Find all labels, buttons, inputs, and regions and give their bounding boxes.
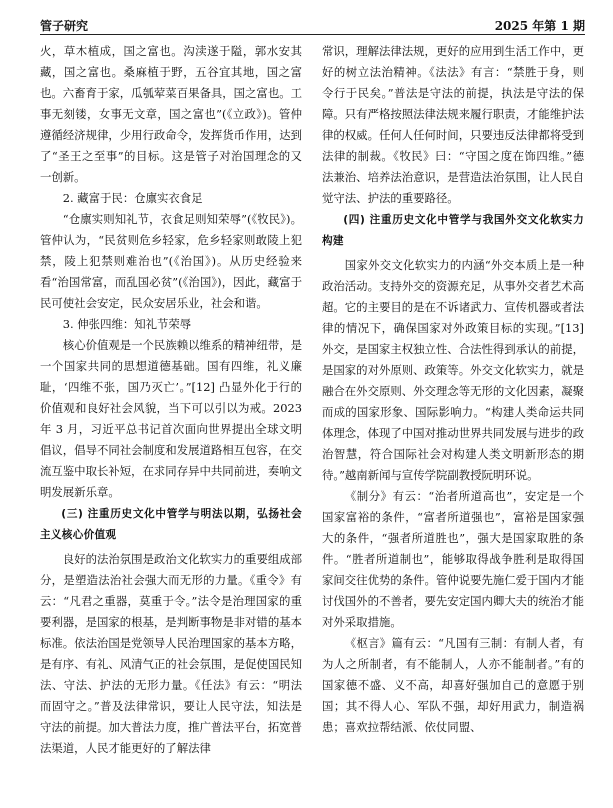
section-heading: (三) 注重历史文化中管学与明法以期，弘扬社会主义核心价值观 — [40, 508, 302, 541]
subsection-heading: 3. 伸张四维：知礼节荣辱 — [62, 317, 192, 331]
paragraph: “仓廪实则知礼节，衣食足则知荣辱”(《牧民》)。管仲认为，“民贫则危乡轻家，危乡轻家则敢陵上犯禁，陵上犯禁则难治也”(《治国》)。从历史经验来看“治国常富，而乱国必贫”(《治国》)，因此，藏富于民可使社会安定，民众安居乐业，社会和谐。 — [40, 212, 302, 310]
paragraph: 国家外交文化软实力的内涵“外交本质上是一种政治活动。支持外交的资源充足，从事外交者艺术高超。它的主要目的是在不诉诸武力、宣传机器或者法律的情况下，确保国家对外政策目标的实现。”[13] 外交，是国家主权独立性、合法性得到承认的前提，是国家的对外原则、政策等。外交文化软实力，就是融合在外交原则、外交理念等无形的文化因素，凝聚而成的国家形象、国际影响力。“构建人类命运共同体理念，体现了中国对推动世界共同发展与进步的政治智慧，符合国际社会对构建人类文明新形态的期待。”越南新闻与宣传学院副教授阮明环说。 — [322, 258, 584, 482]
issue-label: 2025 年第 1 期 — [494, 19, 585, 33]
paragraph: 良好的法治氛围是政治文化软实力的重要组成部分，是塑造法治社会强大而无形的力量。《重令》有云：“凡君之重器，莫重于令。”法令是治理国家的重要利器，是国家的根基，是判断事物是非对错的基本标准。依法治国是党领导人民治理国家的基本方略，是有序、有礼、风清气正的社会氛围，是促使国民知法、守法、护法的无形力量。《任法》有云：“明法而固守之。”普及法律常识，要让人民守法，知法是守法的前提。加大普法力度，推广普法平台，拓宽普法渠道，人民才能更好的了解法律 — [40, 552, 303, 755]
journal-title: 管子研究 — [40, 19, 89, 33]
section-heading: (四) 注重历史文化中管学与我国外交文化软实力构建 — [322, 214, 584, 247]
left-column — [40, 41, 302, 759]
subsection-heading: 2. 藏富于民：仓廪实衣食足 — [62, 191, 203, 205]
paragraph: 《枢言》篇有云：“凡国有三制：有制人者，有为人之所制者，有不能制人，人亦不能制者。”有的国家德不盛、义不高，却喜好强加自己的意愿于别国；其不得人心、军队不强，却好用武力，制造祸患；喜欢拉帮结派、依仗同盟、 — [322, 636, 584, 734]
paragraph: 火，草木植成，国之富也。沟渎遂于隘，郭水安其藏，国之富也。桑麻植于野，五谷宜其地，国之富也。六畜育于家，瓜瓠荤菜百果备具，国之富也。工事无刻镂，女事无文章，国之富也”(《立政》)。管仲遵循经济规律，少用行政命令，发挥货币作用，达到了“圣王之至事”的目标。这是管子对治国理念的又一创新。 — [40, 44, 302, 184]
paragraph: 常识，理解法律法规，更好的应用到生活工作中，更好的树立法治精神。《法法》有言：“禁胜于身，则令行于民矣。”普法是守法的前提，执法是守法的保障。只有严格按照法律法规来履行职责，才能维护法律的权威。任何人任何时间，只要违反法律都将受到法律的制裁。《牧民》曰：“守国之度在饰四维。”德法兼治、培养法治意识，是营造法治氛围，让人民自觉守法、护法的重要路径。 — [322, 44, 584, 205]
paragraph: 核心价值观是一个民族赖以维系的精神纽带，是一个国家共同的思想道德基础。国有四维，礼义廉耻，‘四维不张，国乃灭亡’。”[12] 凸显外化于行的价值观和良好社会风貌，当下可以引以为戒。2023 年 3 月，习近平总书记首次面向世界提出全球文明倡议，倡导不同社会制度和发展道路相互包容，在交流互鉴中取长补短，在求同存异中共同前进，奏响文明发展新乐章。 — [40, 338, 303, 499]
paragraph: 《制分》有云：“治者所道高也”，安定是一个国家富裕的条件，“富者所道强也”，富裕是国家强大的条件，“强者所道胜也”，强大是国家取胜的条件。“胜者所道制也”，能够取得战争胜利是取得国家间交往优势的条件。管仲说要先施仁爱于国内才能讨伐国外的不善者，要先安定国内卿大夫的统治才能对外采取措施。 — [322, 489, 584, 629]
page-header — [40, 6, 585, 35]
right-column — [322, 41, 584, 738]
